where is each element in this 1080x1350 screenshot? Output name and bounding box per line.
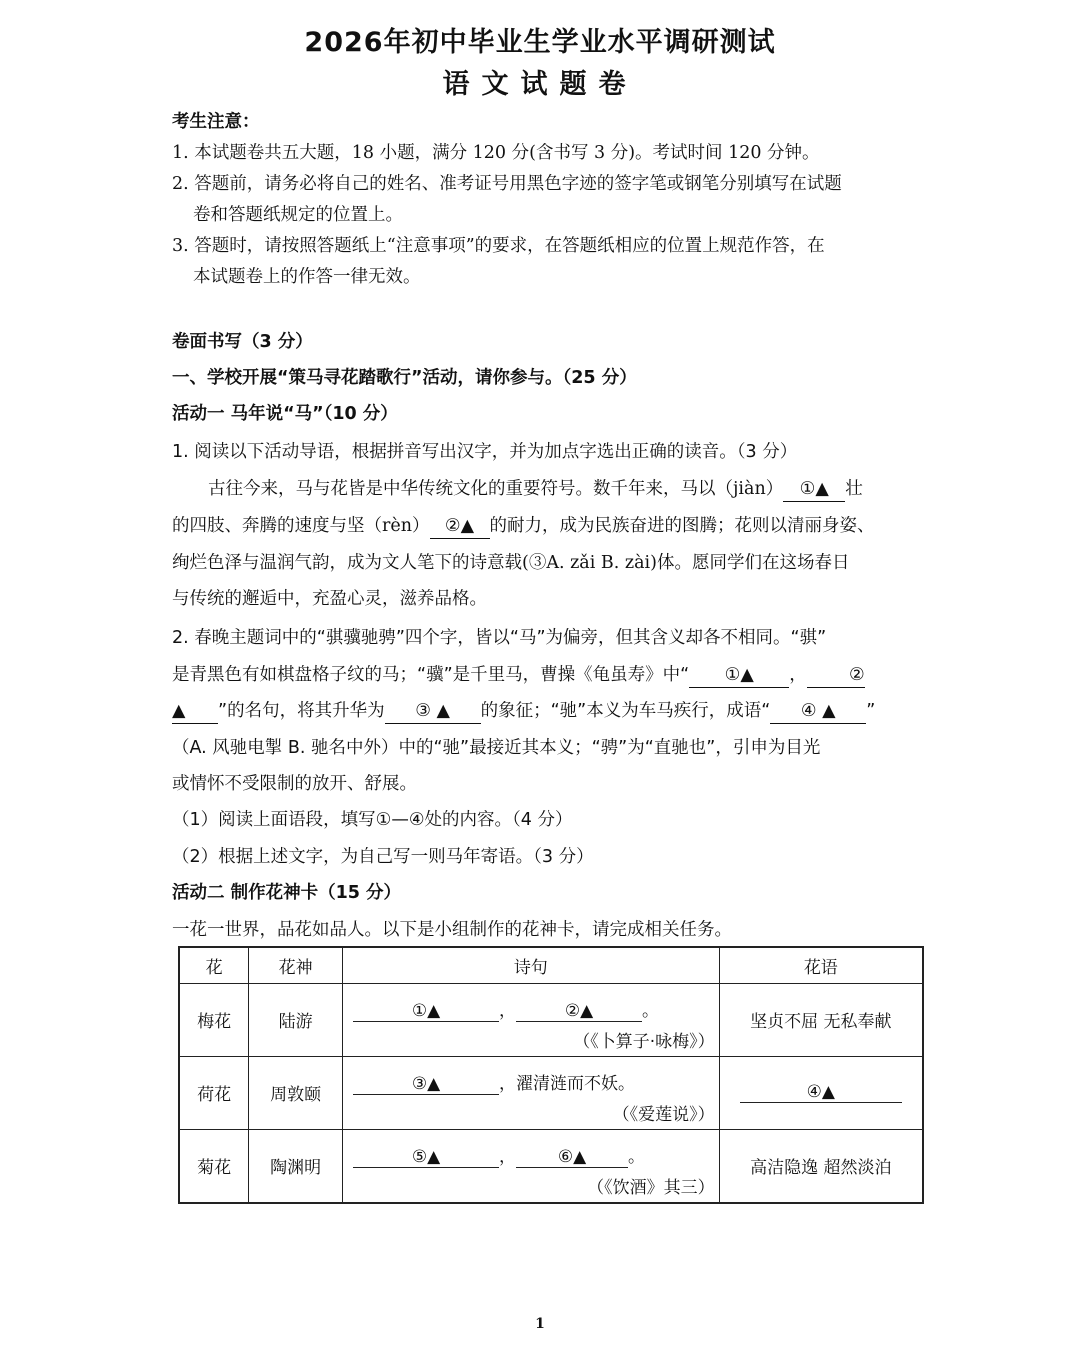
notice-item-3-line-2: 本试题卷上的作答一律无效。 bbox=[193, 267, 421, 287]
poem-text: ，濯清涟而不妖。 bbox=[499, 1073, 635, 1094]
poem-blank-5: ⑤▲ bbox=[353, 1147, 499, 1168]
question-text: ” bbox=[866, 701, 876, 721]
poem-source: （《爱莲说》） bbox=[612, 1104, 715, 1125]
part-one-heading: 一、学校开展“策马寻花踏歌行”活动，请你参与。（25 分） bbox=[172, 368, 637, 388]
notice-item-3-line-1: 3. 答题时，请按照答题纸上“注意事项”的要求，在答题纸相应的位置上规范作答，在 bbox=[172, 236, 825, 256]
god-cell: 周敦颐 bbox=[249, 1056, 343, 1129]
page-number: 1 bbox=[535, 1316, 545, 1332]
meaning-cell: 坚贞不屈 无私奉献 bbox=[719, 983, 923, 1056]
activity-one-heading: 活动一 马年说“马”（10 分） bbox=[172, 404, 398, 424]
flower-cell: 菊花 bbox=[179, 1129, 249, 1203]
notice-item-2-line-1: 2. 答题前，请务必将自己的姓名、准考证号用黑色字迹的签字笔或钢笔分别填写在试题 bbox=[172, 174, 842, 194]
table-row bbox=[179, 983, 923, 1056]
table-row bbox=[179, 1129, 923, 1203]
poem-blank-1: ①▲ bbox=[353, 1001, 499, 1022]
poem-cell bbox=[343, 1056, 720, 1129]
activity-two-intro: 一花一世界，品花如品人。以下是小组制作的花神卡，请完成相关任务。 bbox=[172, 920, 732, 940]
blank-q2-4: ④ ▲ bbox=[770, 699, 866, 724]
passage-text: 的耐力，成为民族奋进的图腾；花则以清丽身姿、 bbox=[489, 516, 875, 536]
handwriting-note: 卷面书写（3 分） bbox=[172, 332, 313, 352]
question-2-line-1: 2. 春晚主题词中的“骐骥驰骋”四个字，皆以“马”为偏旁，但其含义却各不相同。“骐” bbox=[172, 628, 827, 648]
question-2-line-4: （A. 风驰电掣 B. 驰名中外）中的“驰”最接近其本义；“骋”为“直驰也”，引申为目光 bbox=[172, 738, 821, 758]
exam-subtitle: 语文试题卷 bbox=[442, 69, 638, 100]
notice-item-1: 1. 本试题卷共五大题，18 小题，满分 120 分(含书写 3 分)。考试时间 120 分钟。 bbox=[172, 143, 820, 163]
question-text: 的象征；“驰”本义为车马疾行，成语“ bbox=[480, 701, 771, 721]
flower-cell: 荷花 bbox=[179, 1056, 249, 1129]
header-flower-language: 花语 bbox=[719, 947, 923, 983]
question-2-line-3 bbox=[172, 699, 952, 724]
flower-card-table bbox=[178, 946, 924, 1204]
meaning-cell bbox=[719, 1056, 923, 1129]
poem-text: 。 bbox=[642, 1000, 659, 1021]
poem-source: （《饮酒》其三） bbox=[587, 1178, 715, 1198]
blank-q2-2b: ▲ bbox=[172, 699, 218, 724]
poem-text: 。 bbox=[628, 1146, 645, 1167]
question-1-prompt: 1. 阅读以下活动导语，根据拼音写出汉字，并为加点字选出正确的读音。（3 分） bbox=[172, 442, 798, 462]
god-cell: 陆游 bbox=[249, 983, 343, 1056]
passage-text: 壮 bbox=[845, 479, 863, 499]
activity-two-heading: 活动二 制作花神卡（15 分） bbox=[172, 883, 402, 903]
passage-1-line-1 bbox=[208, 477, 988, 502]
question-text: ”的名句，将其升华为 bbox=[218, 701, 385, 721]
table-header-row bbox=[179, 947, 923, 983]
poem-text: ， bbox=[499, 1146, 516, 1167]
poem-cell bbox=[343, 983, 720, 1056]
question-text: ， bbox=[789, 665, 807, 685]
header-poem: 诗句 bbox=[343, 947, 720, 983]
question-2-sub-2: （2）根据上述文字，为自己写一则马年寄语。（3 分） bbox=[172, 847, 594, 867]
question-2-line-2 bbox=[172, 663, 952, 688]
poem-cell bbox=[343, 1129, 720, 1203]
meaning-blank-4: ④▲ bbox=[740, 1082, 902, 1103]
passage-1-line-3: 绚烂色泽与温润气韵，成为文人笔下的诗意载(③A. zǎi B. zài)体。愿同学们在这场春日 bbox=[172, 553, 850, 573]
god-cell: 陶渊明 bbox=[249, 1129, 343, 1203]
question-text: 是青黑色有如棋盘格子纹的马；“骥”是千里马，曹操《龟虽寿》中“ bbox=[172, 665, 690, 685]
header-flower: 花 bbox=[179, 947, 249, 983]
passage-1-line-2 bbox=[172, 514, 952, 539]
poem-blank-3: ③▲ bbox=[353, 1074, 499, 1095]
poem-blank-2: ②▲ bbox=[516, 1001, 642, 1022]
notice-item-2-line-2: 卷和答题纸规定的位置上。 bbox=[193, 205, 403, 225]
blank-q2-2a: ② bbox=[807, 663, 865, 688]
blank-2: ②▲ bbox=[430, 514, 490, 539]
blank-1: ①▲ bbox=[783, 477, 845, 502]
notice-heading: 考生注意： bbox=[172, 112, 260, 132]
flower-cell: 梅花 bbox=[179, 983, 249, 1056]
blank-q2-3: ③ ▲ bbox=[385, 699, 481, 724]
passage-text: 的四肢、奔腾的速度与坚（rèn） bbox=[172, 516, 430, 536]
blank-q2-1: ①▲ bbox=[689, 663, 789, 688]
poem-blank-6: ⑥▲ bbox=[516, 1147, 628, 1168]
table-row bbox=[179, 1056, 923, 1129]
passage-1-line-4: 与传统的邂逅中，充盈心灵，滋养品格。 bbox=[172, 589, 487, 609]
passage-text: 古往今来，马与花皆是中华传统文化的重要符号。数千年来，马以（jiàn） bbox=[208, 479, 784, 499]
question-2-sub-1: （1）阅读上面语段，填写①—④处的内容。（4 分） bbox=[172, 810, 573, 830]
header-flower-god: 花神 bbox=[249, 947, 343, 983]
exam-title: 2026年初中毕业生学业水平调研测试 bbox=[304, 27, 776, 58]
question-2-line-5: 或情怀不受限制的放开、舒展。 bbox=[172, 774, 417, 794]
poem-text: ， bbox=[499, 1000, 516, 1021]
meaning-cell: 高洁隐逸 超然淡泊 bbox=[719, 1129, 923, 1203]
poem-source: （《卜算子·咏梅》） bbox=[573, 1031, 715, 1052]
